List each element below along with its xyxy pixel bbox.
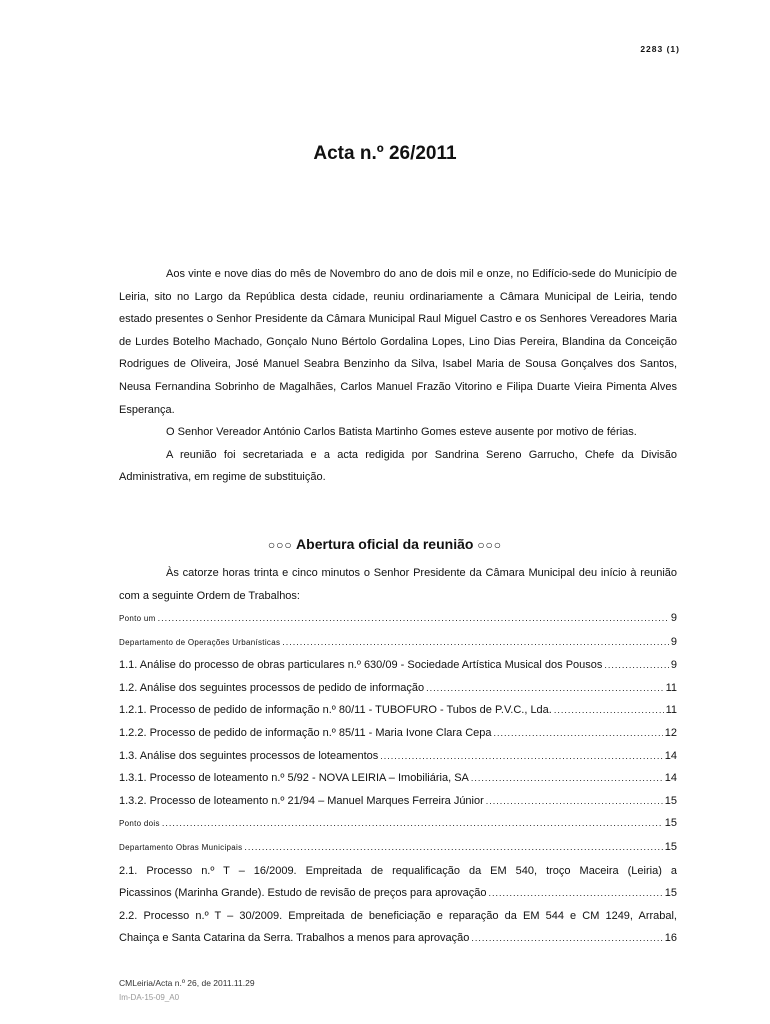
toc-entry	[119, 927, 677, 950]
toc-entry-page: 11	[665, 704, 677, 717]
toc-entry-page: 9	[670, 659, 677, 672]
toc-entry	[119, 631, 677, 655]
toc-entry-label: Departamento de Operações Urbanísticas	[119, 637, 281, 647]
toc-entry	[119, 722, 677, 745]
toc-leader	[426, 677, 663, 700]
toc-entry-label: Ponto dois	[119, 819, 160, 829]
toc-leader	[488, 882, 662, 905]
section-intro: Às catorze horas trinta e cinco minutos o Senhor Presidente da Câmara Municipal deu início à reunião com a seguinte Ordem de Trabalhos:	[119, 567, 677, 602]
toc-entry-page: 14	[664, 749, 677, 762]
toc-entry-page: 15	[664, 817, 677, 830]
toc-entry-label: Picassinos (Marinha Grande). Estudo de revisão de preços para aprovação	[119, 887, 487, 900]
toc-entry-label: 1.2.2. Processo de pedido de informação n.º 85/11 - Maria Ivone Clara Cepa	[119, 726, 492, 739]
toc-entry-page: 15	[664, 840, 677, 853]
toc-entry-page: 14	[664, 772, 677, 785]
toc-entry-page: 9	[670, 612, 677, 624]
document-title: Acta n.º 26/2011	[313, 143, 457, 164]
toc-entry	[119, 836, 677, 860]
footer-form-code: Im-DA-15-09_A0	[119, 993, 180, 1002]
toc-leader	[380, 745, 662, 768]
toc-entry-label: 1.3.1. Processo de loteamento n.º 5/92 - NOVA LEIRIA – Imobiliária, SA	[119, 772, 469, 785]
toc-entry-page: 12	[664, 726, 677, 739]
toc-leader	[244, 836, 662, 859]
agenda-table-of-contents	[119, 607, 677, 950]
toc-leader	[486, 790, 663, 813]
toc-entry-label: Departamento Obras Municipais	[119, 842, 243, 852]
toc-leader	[158, 607, 669, 630]
toc-entry	[119, 654, 677, 677]
toc-leader	[604, 654, 668, 677]
toc-leader	[471, 767, 663, 790]
toc-entry-page: 9	[670, 635, 677, 648]
toc-entry	[119, 790, 677, 813]
toc-entry	[119, 745, 677, 768]
toc-entry	[119, 812, 677, 836]
page-number: 2283 (1)	[640, 44, 680, 54]
toc-entry-page: 15	[664, 887, 677, 900]
toc-entry-wrapped-line1: 2.1. Processo n.º T – 16/2009. Empreitada de requalificação da EM 540, troço Maceira (Leiria) a	[119, 864, 677, 877]
toc-entry	[119, 882, 677, 905]
toc-entry-label: 1.2.1. Processo de pedido de informação n.º 80/11 - TUBOFURO - Tubos de P.V.C., Lda.	[119, 704, 552, 717]
section-ornament-right: ○○○	[477, 538, 503, 552]
toc-entry-wrapped-line1: 2.2. Processo n.º T – 30/2009. Empreitada de beneficiação e reparação da EM 544 e CM 1249, Arrabal,	[119, 909, 677, 922]
toc-leader	[162, 812, 663, 835]
toc-entry-label: 1.2. Análise dos seguintes processos de pedido de informação	[119, 681, 425, 694]
toc-entry	[119, 607, 677, 631]
toc-entry	[119, 677, 677, 700]
section-heading	[0, 536, 770, 552]
toc-entry-label: 1.1. Análise do processo de obras particulares n.º 630/09 - Sociedade Artística Musical dos Pousos	[119, 659, 603, 672]
toc-leader	[554, 699, 664, 722]
section-title: Abertura oficial da reunião	[296, 536, 474, 552]
toc-entry	[119, 767, 677, 790]
secretary-paragraph: A reunião foi secretariada e a acta redigida por Sandrina Sereno Garrucho, Chefe da Divisão Administrativa, em regime de substituição.	[119, 448, 677, 484]
toc-entry-label: Ponto um	[119, 614, 156, 623]
toc-entry-page: 16	[664, 932, 677, 945]
toc-entry-label: Chainça e Santa Catarina da Serra. Trabalhos a menos para aprovação	[119, 932, 470, 945]
minutes-body	[119, 263, 677, 489]
toc-entry-label: 1.3.2. Processo de loteamento n.º 21/94 – Manuel Marques Ferreira Júnior	[119, 794, 484, 807]
section-intro-block	[119, 562, 677, 607]
opening-paragraph: Aos vinte e nove dias do mês de Novembro do ano de dois mil e onze, no Edifício-sede do Município de Leiria, sito no Largo da República desta cidade, reuniu ordinariamente a Câmara Municipal de Leiria, tendo estado presentes o Senhor Presidente da Câmara Municipal Raul Miguel Castro e os Senhores Vereadores Maria de Lurdes Botelho Machado, Gonçalo Nuno Bértolo Gordalina Lopes, Lino Dias Pereira, Blandina da Conceição Rodrigues de Oliveira, José Manuel Seabra Benzinho da Silva, Isabel Maria de Sousa Gonçalves dos Santos, Neusa Fernandina Sobrinho de Magalhães, Carlos Manuel Frazão Vitorino e Filipa Duarte Vieira Pimenta Alves Esperança.	[119, 268, 677, 416]
toc-entry-page: 11	[665, 681, 677, 694]
toc-leader	[471, 927, 662, 950]
toc-leader	[282, 631, 669, 654]
toc-entry-label: 1.3. Análise dos seguintes processos de loteamentos	[119, 749, 379, 762]
toc-entry	[119, 699, 677, 722]
footer-reference: CMLeiria/Acta n.º 26, de 2011.11.29	[119, 978, 255, 988]
section-ornament-left: ○○○	[267, 538, 293, 552]
toc-entry-page: 15	[664, 794, 677, 807]
toc-leader	[494, 722, 663, 745]
absence-paragraph: O Senhor Vereador António Carlos Batista Martinho Gomes esteve ausente por motivo de férias.	[166, 426, 637, 439]
